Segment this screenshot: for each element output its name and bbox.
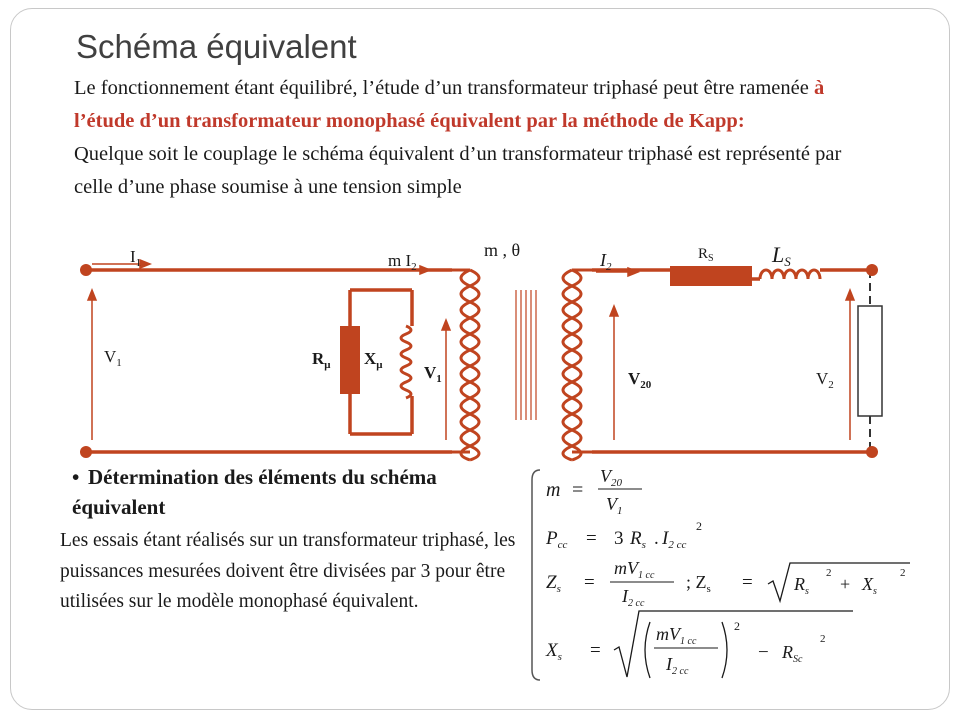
svg-text:V20: $V_{20}$ [600,466,622,489]
v20-arrow-head [610,306,618,316]
load [858,270,882,452]
formula-m [546,466,642,517]
intro-highlight: à l’étude d’un transformateur monophasé équivalent par la méthode de Kapp: [74,77,825,132]
svg-text:.: . [654,528,659,549]
svg-text:mV1 cc: $mV_{1 cc}$ [614,558,655,581]
v2-arrow-head [846,290,854,300]
label-r-mu: $R_\mu$ [312,349,331,371]
primary-coil [452,270,479,460]
svg-text:2: 2 [820,633,826,645]
svg-text:=: = [590,640,601,661]
svg-text:V1: $V_1$ [606,494,623,517]
label-i2: $I_2$ [600,250,612,273]
svg-text:I2 cc: $I_{2 cc}$ [662,528,687,551]
section-heading [72,462,472,522]
v1-arrow-head [88,290,96,300]
svg-text:+: + [840,574,851,594]
svg-text:=: = [586,528,597,549]
svg-text:RSc: $R_{Sc}$ [782,642,803,665]
label-v1-mid: $V_1$ [424,363,442,385]
rs-resistor [670,266,752,286]
section-body: Les essais étant réalisés sur un transformateur triphasé, les puissances mesurées doivent être divisées par 3 pour être utilisées sur le modèle monophasé équivalent. [60,530,516,612]
label-m-theta: m , θ [484,240,521,260]
svg-text:m: m [546,479,561,501]
svg-text:=: = [742,572,753,593]
m-i2-arrow-head [420,266,430,274]
svg-text:Pcc: $P_{cc}$ [546,528,568,551]
ls-inductor [760,270,820,279]
secondary-coil [563,270,592,460]
svg-text:mV1 cc: $mV_{1 cc}$ [656,624,697,647]
svg-text:2: 2 [696,519,702,533]
svg-text:=: = [584,572,595,593]
label-i1: $I_1$ [130,247,142,269]
bullet-marker: • [72,465,80,489]
svg-text:I2 cc: $I_{2 cc}$ [666,654,689,677]
label-v20: $V_{20}$ [628,369,652,391]
r-mu-resistor [340,326,360,394]
svg-text:Rs: $R_s$ [794,574,809,597]
transformer-core [516,290,536,420]
label-x-mu: $X_\mu$ [364,349,383,371]
svg-text:2: 2 [734,619,740,633]
svg-text:3: 3 [614,528,624,549]
intro-paragraph-2: Quelque soit le couplage le schéma équivalent d’un transformateur triphasé est représenté par celle d’une phase soumise à une tension simple [74,143,842,198]
svg-text:Xs: $X_s$ [862,574,877,597]
intro-paragraph-1: Le fonctionnement étant équilibré, l’étude d’un transformateur triphasé peut être ramenée [74,77,814,99]
svg-text:I2 cc: $I_{2 cc}$ [622,586,645,609]
formula-xs [545,611,853,678]
terminal-top-right [866,264,878,276]
svg-text:; Zs: ; $Z_s$ [686,572,711,595]
svg-text:Rs: $R_s$ [630,528,646,551]
terminal-bottom-left [80,446,92,458]
section-heading-text: Détermination des éléments du schéma équivalent [72,465,437,519]
svg-text:Zs: $Z_s$ [546,572,561,595]
formula-pcc [545,519,702,551]
label-m-i2: m $I_2$ [388,251,417,273]
formula-zs [546,558,910,609]
svg-text:−: − [758,642,769,663]
label-v1-left: $V_1$ [104,347,122,369]
svg-text:=: = [572,479,584,501]
svg-text:Xs: $X_s$ [546,640,562,663]
label-rs: $R_S$ [698,246,714,264]
terminal-top-left [80,264,92,276]
svg-text:2: 2 [826,567,832,579]
svg-text:2: 2 [900,567,906,579]
label-v2: $V_2$ [816,369,834,391]
formula-brace [532,470,540,680]
terminal-bottom-right [866,446,878,458]
i1-arrow-head [140,260,150,268]
label-ls: LS [772,242,791,269]
slide-title: Schéma équivalent [76,28,357,65]
v1-mid-arrow-head [442,320,450,330]
x-mu-inductor [401,326,411,398]
